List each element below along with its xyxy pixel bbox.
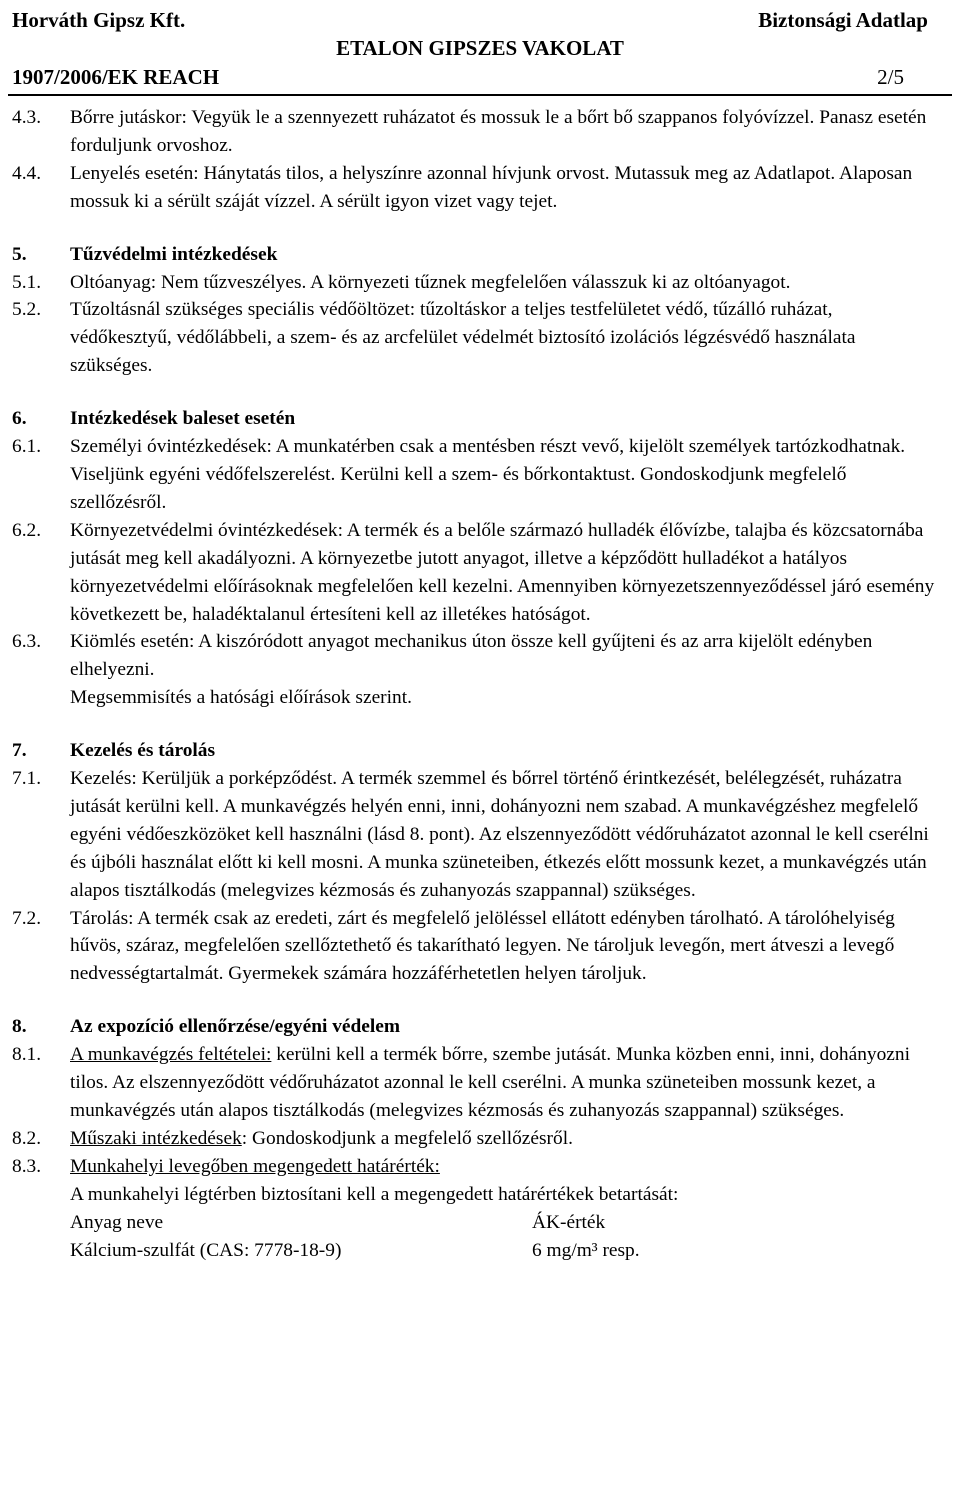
- section-5-heading: [0, 241, 960, 269]
- paragraph-text: Környezetvédelmi óvintézkedések: A termék és a belőle származó hulladék élővízbe, talajba és közcsatornába jutását meg kell akadályozni. A környezetbe jutott anyagot, illetve a képződött hulladékot a hatályos környezetvédelmi előírásoknak megfelelően kell kezelni. Amennyiben környezetszennyeződéssel járó esemény következett be, haladéktalanul értesíteni kell az illetékes hatóságot.: [70, 519, 935, 625]
- section-7-heading: [0, 737, 960, 765]
- paragraph-4-3: [0, 104, 960, 160]
- section-number: 7.: [12, 740, 27, 762]
- document-body: [0, 104, 960, 1264]
- section-number: 6.: [12, 408, 27, 430]
- paragraph-number: 7.1.: [12, 768, 42, 790]
- regulation: 1907/2006/EK REACH: [12, 65, 220, 89]
- paragraph-text: Kezelés: Kerüljük a porképződést. A termék szemmel és bőrrel történő érintkezését, belélegzését, ruházatra jutását kerülni kell. A munkavégzés helyén enni, inni, dohányozni nem szabad. A munkavégzéshez megfelelő egyéni védőeszközöket kell használni (lásd 8. pont). Az elszennyeződött védőruházatot azonnal le kell cserélni és újbóli használat előtt ki kell mosni. A munka szüneteiben, étkezés előtt mossunk kezet, a munkavégzés után alapos tisztálkodás (melegvizes kézmosás és zuhanyozás szappannal) szükséges.: [70, 768, 929, 901]
- table-row: [70, 1237, 936, 1265]
- paragraph-5-2: [0, 296, 960, 380]
- paragraph-6-2: [0, 517, 960, 629]
- paragraph-6-1: [0, 433, 960, 517]
- paragraph-label-line: [70, 1153, 936, 1181]
- paragraph-text: Tűzoltásnál szükséges speciális védőöltözet: tűzoltáskor a teljes testfelületet védő, tűzálló ruházat, védőkesztyű, védőlábbeli, a szem- és az arcfelület védelmét biztosító izolációs légzésvédő használata szükséges.: [70, 299, 856, 377]
- paragraph-6-3: [0, 628, 960, 712]
- paragraph-8-1: [0, 1041, 960, 1125]
- paragraph-text: Kiömlés esetén: A kiszóródott anyagot mechanikus úton össze kell gyűjteni és az arra kijelölt edényben elhelyezni.: [70, 631, 873, 681]
- column-header-limit: ÁK-érték: [532, 1211, 606, 1233]
- paragraph-number: 6.1.: [12, 436, 42, 458]
- section-title: Tűzvédelmi intézkedések: [70, 243, 278, 265]
- paragraph-number: 5.2.: [12, 299, 42, 321]
- paragraph-text: A munkahelyi légtérben biztosítani kell a megengedett határértékek betartását:: [70, 1183, 679, 1205]
- paragraph-number: 8.1.: [12, 1044, 42, 1066]
- paragraph-text: [70, 1125, 936, 1153]
- paragraph-number: 6.2.: [12, 519, 42, 541]
- paragraph-4-4: [0, 160, 960, 216]
- company-name: Horváth Gipsz Kft.: [12, 8, 186, 32]
- paragraph-text: Bőrre jutáskor: Vegyük le a szennyezett ruházatot és mossuk le a bőrt bő szappanos folyóvízzel. Panasz esetén forduljunk orvoshoz.: [70, 107, 927, 156]
- paragraph-text: Lenyelés esetén: Hánytatás tilos, a helyszínre azonnal hívjunk orvost. Mutassuk meg az Adatlapot. Alaposan mossuk ki a sérült száját vízzel. A sérült igyon vizet vagy tejet.: [70, 162, 913, 212]
- paragraph-number: 4.3.: [12, 107, 42, 128]
- paragraph-body: kerülni kell a termék bőrre, szembe jutását. Munka közben enni, inni, dohányozni tilos. Az elszennyeződött védőruházatot azonnal le kell cserélni. A munka szüneteiben mossunk kezet, a munkavégzés után alapos tisztálkodás (melegvizes kézmosás és zuhanyozás szappannal) szükséges.: [70, 1044, 910, 1121]
- product-name: ETALON GIPSZES VAKOLAT: [336, 36, 624, 60]
- paragraph-text: Oltóanyag: Nem tűzveszélyes. A környezeti tűznek megfelelően válasszuk ki az oltóanyagot.: [70, 271, 791, 293]
- paragraph-number: 4.4.: [12, 162, 42, 184]
- section-title: Kezelés és tárolás: [70, 740, 216, 762]
- section-8-heading: [0, 1013, 960, 1041]
- paragraph-text: [70, 1041, 936, 1125]
- section-title: Intézkedések baleset esetén: [70, 408, 296, 430]
- paragraph-text: Személyi óvintézkedések: A munkatérben csak a mentésben részt vevő, kijelölt személyek tartózkodhatnak. Viseljünk egyéni védőfelszerelést. Kerülni kell a szem- és bőrkontaktust. Gondoskodjunk megfelelő szellőzésről.: [70, 436, 906, 513]
- paragraph-text-disposal: Megsemmisítés a hatósági előírások szerint.: [70, 687, 412, 709]
- header-divider: [8, 94, 952, 96]
- section-number: 5.: [12, 243, 27, 265]
- paragraph-body: : Gondoskodjunk a megfelelő szellőzésről.: [241, 1127, 573, 1149]
- paragraph-7-2: [0, 905, 960, 989]
- paragraph-number: 8.2.: [12, 1127, 42, 1149]
- section-6-heading: [0, 405, 960, 433]
- section-title: Az expozíció ellenőrzése/egyéni védelem: [70, 1016, 401, 1038]
- table-header-row: [70, 1209, 936, 1237]
- paragraph-text: Tárolás: A termék csak az eredeti, zárt és megfelelő jelöléssel ellátott edényben tárolható. A tárolóhelyiség hűvös, száraz, megfelelően szellőztethető és takarítható legyen. Ne tároljuk levegőn, mert átveszi a levegő nedvességtartalmát. Gyermekek számára hozzáférhetetlen helyen tároljuk.: [70, 907, 895, 985]
- paragraph-8-3: [0, 1153, 960, 1209]
- cell-substance: Kálcium-szulfát (CAS: 7778-18-9): [70, 1239, 342, 1261]
- page-number: 2/5: [877, 65, 904, 89]
- section-number: 8.: [12, 1016, 27, 1038]
- paragraph-7-1: [0, 765, 960, 905]
- paragraph-number: 7.2.: [12, 907, 42, 929]
- paragraph-number: 6.3.: [12, 631, 42, 653]
- exposure-limit-table: [70, 1209, 936, 1265]
- column-header-substance: Anyag neve: [70, 1211, 164, 1233]
- paragraph-label: A munkavégzés feltételei:: [70, 1044, 272, 1066]
- document-type: Biztonsági Adatlap: [758, 8, 928, 32]
- paragraph-number: 8.3.: [12, 1155, 42, 1177]
- page-header: [0, 0, 960, 96]
- paragraph-label: Műszaki intézkedések: [70, 1127, 242, 1149]
- paragraph-8-2: [0, 1125, 960, 1153]
- cell-limit: 6 mg/m³ resp.: [532, 1239, 640, 1261]
- paragraph-5-1: [0, 269, 960, 297]
- paragraph-label: Munkahelyi levegőben megengedett határérték:: [70, 1155, 440, 1177]
- paragraph-number: 5.1.: [12, 271, 42, 293]
